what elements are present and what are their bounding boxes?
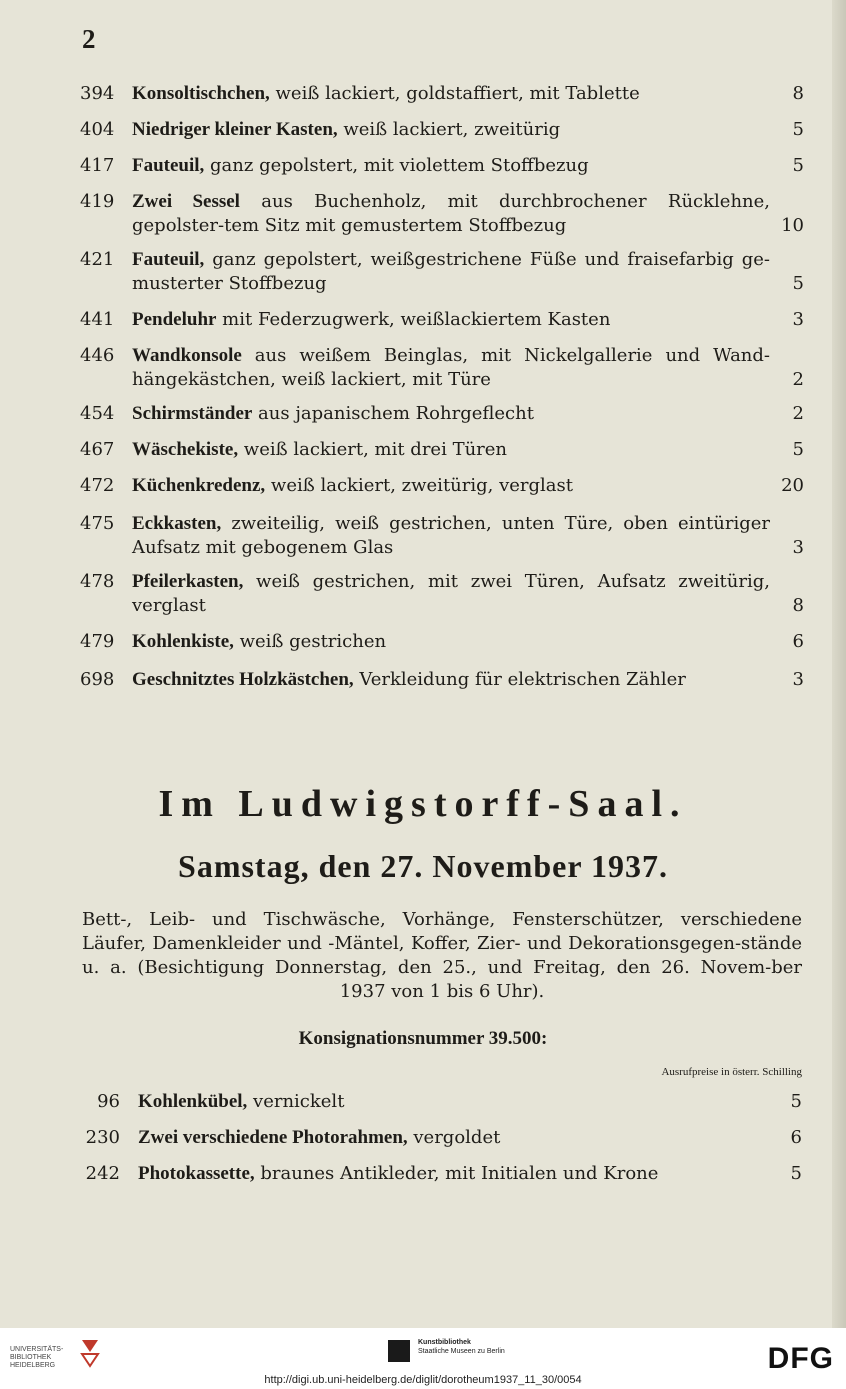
lot-number: 419 (80, 191, 115, 212)
lot-detail: ganz gepolstert, mit violettem Stoffbezug (204, 155, 589, 176)
lot-description (132, 570, 770, 618)
page-spine-shadow (832, 0, 846, 1328)
lot-price: 5 (792, 273, 804, 294)
lot-title: Wandkonsole (132, 345, 242, 366)
lot-detail: ganz gepolstert, weißgestrichene Füße und fraisefarbig ge-musterter Stoffbezug (132, 249, 770, 294)
lot-price: 6 (790, 1127, 802, 1148)
library-line: BIBLIOTHEK (10, 1354, 52, 1361)
heidelberg-logo-icon (80, 1338, 100, 1368)
lot-price: 5 (792, 439, 804, 460)
lot-title: Photokassette, (138, 1163, 255, 1184)
lot-detail: weiß lackiert, goldstaffiert, mit Tablette (269, 83, 640, 104)
lot-number: 417 (80, 155, 115, 176)
section-heading: Im Ludwigstorff-Saal. (158, 783, 688, 825)
lot-number: 698 (80, 669, 115, 690)
lot-price: 5 (790, 1091, 802, 1112)
section-intro: Bett-, Leib- und Tischwäsche, Vorhänge, Fensterschützer, verschiedene Läufer, Damenkleider und -Mäntel, Koffer, Zier- und Dekorationsgegen-stände u. a. (Besichtigung Donnerstag, den 25., und Freitag, den 26. Novem-ber 1937 von 1 bis 6 Uhr). (82, 909, 802, 1002)
lot-number: 454 (80, 403, 115, 424)
lot-detail: zweiteilig, weiß gestrichen, unten Türe, oben eintüriger Aufsatz mit gebogenem Glas (132, 513, 770, 558)
lot-description (138, 1162, 658, 1186)
lot-description (132, 402, 770, 426)
lot-detail: mit Federzugwerk, weißlackiertem Kasten (216, 309, 611, 330)
lot-price: 8 (792, 83, 804, 104)
lot-title: Schirmständer (132, 403, 253, 424)
lot-price: 3 (792, 669, 804, 690)
university-library-logo[interactable] (10, 1346, 63, 1370)
lot-title: Niedriger kleiner Kasten, (132, 119, 338, 140)
lot-title: Zwei verschiedene Photorahmen, (138, 1127, 408, 1148)
lot-description (132, 474, 770, 498)
lot-price: 5 (790, 1163, 802, 1184)
lot-title: Kohlenkiste, (132, 631, 234, 652)
lot-detail: Verkleidung für elektrischen Zähler (353, 669, 686, 690)
lot-price: 5 (792, 155, 804, 176)
library-line: HEIDELBERG (10, 1362, 56, 1369)
lot-number: 475 (80, 513, 115, 534)
lot-description (132, 154, 770, 178)
lot-price: 2 (792, 369, 804, 390)
permalink-url[interactable]: http://digi.ub.uni-heidelberg.de/diglit/dorotheum1937_11_30/0054 (264, 1374, 582, 1386)
lot-title: Pfeilerkasten, (132, 571, 244, 592)
lot-detail: braunes Antikleder, mit Initialen und Krone (254, 1163, 659, 1184)
lot-price: 10 (781, 215, 804, 236)
lot-price: 20 (781, 475, 804, 496)
lot-description (132, 630, 770, 654)
lot-number: 421 (80, 249, 115, 270)
lot-detail: vergoldet (407, 1127, 501, 1148)
lot-detail: aus japanischem Rohrgeflecht (252, 403, 534, 424)
lot-detail: weiß lackiert, mit drei Türen (238, 439, 508, 460)
lot-title: Konsoltischchen, (132, 83, 270, 104)
lot-description (132, 248, 770, 296)
lot-detail: weiß lackiert, zweitürig (337, 119, 561, 140)
section-date: Samstag, den 27. November 1937. (178, 848, 668, 884)
kunstbibliothek-logo-icon (388, 1340, 410, 1362)
kb-title: Kunstbibliothek (418, 1339, 471, 1346)
footer-bar (0, 1328, 846, 1389)
lot-description (132, 668, 770, 692)
lot-title: Eckkasten, (132, 513, 222, 534)
lot-description (138, 1126, 500, 1150)
page-number: 2 (82, 24, 96, 54)
lot-title: Fauteuil, (132, 155, 205, 176)
dfg-logo[interactable]: DFG (767, 1342, 834, 1375)
lot-price: 3 (792, 537, 804, 558)
lot-description (132, 308, 770, 332)
lot-price: 3 (792, 309, 804, 330)
lot-number: 479 (80, 631, 115, 652)
kunstbibliothek-label[interactable] (418, 1338, 505, 1356)
library-line: UNIVERSITÄTS- (10, 1346, 64, 1353)
lot-title: Pendeluhr (132, 309, 217, 330)
lot-title: Fauteuil, (132, 249, 205, 270)
lot-price: 5 (792, 119, 804, 140)
lot-title: Zwei Sessel (132, 191, 240, 212)
lot-description (132, 512, 770, 560)
lot-number: 472 (80, 475, 115, 496)
lot-title: Geschnitztes Holzkästchen, (132, 669, 354, 690)
lot-number: 478 (80, 571, 115, 592)
lot-number: 96 (97, 1091, 120, 1112)
lot-title: Küchenkredenz, (132, 475, 266, 496)
lot-description (132, 344, 770, 392)
lot-detail: weiß gestrichen, mit zwei Türen, Aufsatz zweitürig, verglast (132, 571, 770, 616)
lot-title: Wäschekiste, (132, 439, 239, 460)
lot-number: 446 (80, 345, 115, 366)
consignment-number: Konsignationsnummer 39.500: (298, 1028, 548, 1049)
lot-price: 8 (792, 595, 804, 616)
lot-detail: aus Buchenholz, mit durchbrochener Rücklehne, gepolster-tem Sitz mit gemustertem Stoffbezug (132, 191, 770, 236)
price-note: Ausrufpreise in österr. Schilling (661, 1066, 802, 1078)
lot-price: 2 (792, 403, 804, 424)
lot-number: 394 (80, 83, 115, 104)
lot-price: 6 (792, 631, 804, 652)
lot-number: 467 (80, 439, 115, 460)
lot-detail: vernickelt (247, 1091, 345, 1112)
lot-number: 242 (85, 1163, 120, 1184)
lot-detail: weiß lackiert, zweitürig, verglast (265, 475, 573, 496)
lot-detail: weiß gestrichen (233, 631, 387, 652)
kb-subtitle: Staatliche Museen zu Berlin (418, 1348, 505, 1355)
lot-number: 441 (80, 309, 115, 330)
lot-title: Kohlenkübel, (138, 1091, 248, 1112)
lot-description (132, 438, 770, 462)
lot-description (132, 118, 770, 142)
lot-description (132, 190, 770, 238)
lot-number: 404 (80, 119, 115, 140)
lot-detail: aus weißem Beinglas, mit Nickelgallerie und Wand-hängekästchen, weiß lackiert, mit Türe (132, 345, 770, 390)
lot-description (138, 1090, 344, 1114)
lot-description (132, 82, 770, 106)
lot-number: 230 (85, 1127, 120, 1148)
